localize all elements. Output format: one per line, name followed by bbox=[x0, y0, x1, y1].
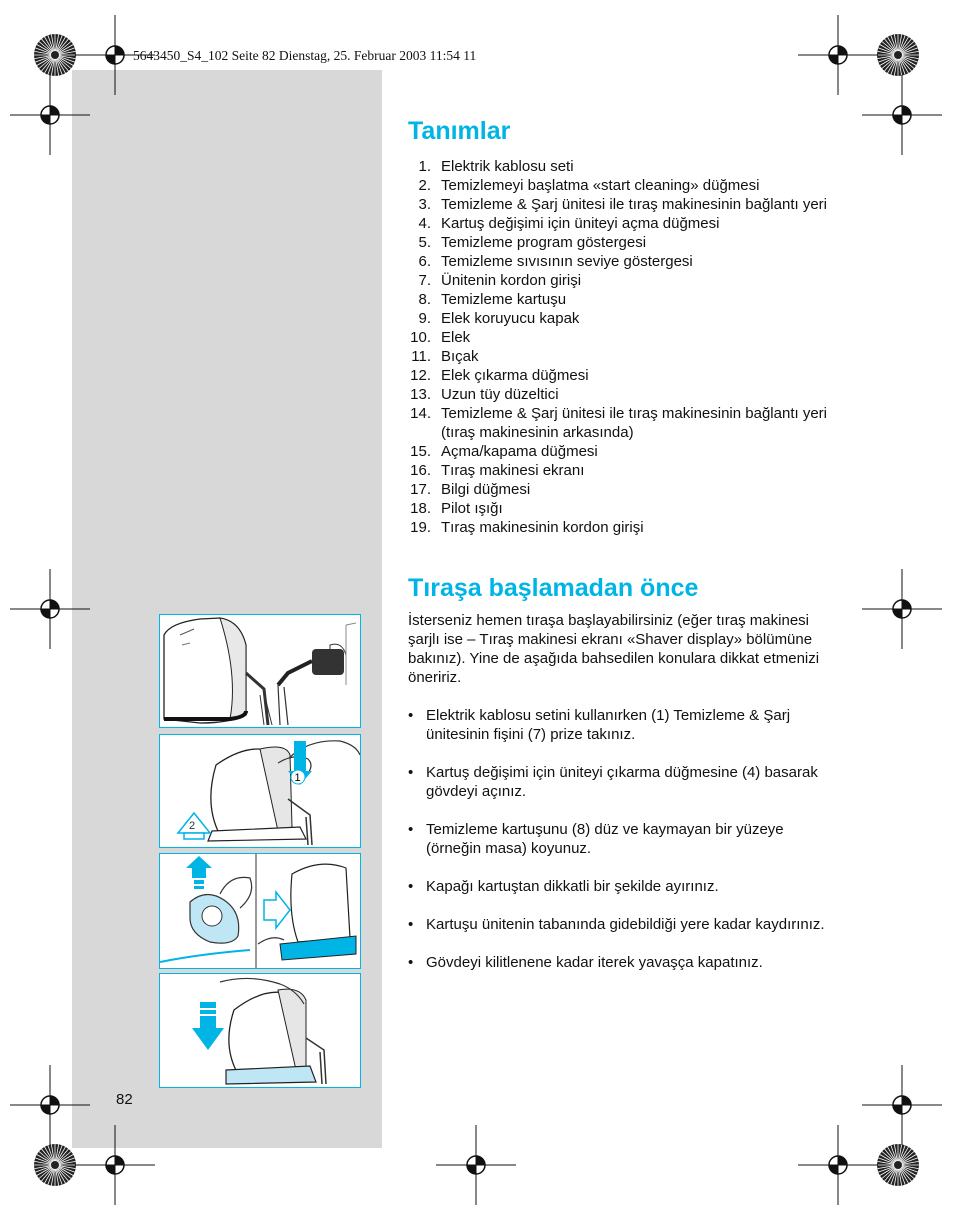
item-number: 4. bbox=[418, 215, 431, 232]
parts-list-item bbox=[408, 214, 848, 233]
instruction-item bbox=[408, 820, 838, 858]
figure-label-1: 1 bbox=[294, 772, 301, 784]
item-text: Temizleme & Şarj ünitesi ile tıraş makinesinin bağlantı yeri (tıraş makinesinin arkasında) bbox=[441, 405, 827, 441]
parts-list-item bbox=[408, 271, 848, 290]
parts-list-item bbox=[408, 442, 848, 461]
instruction-item bbox=[408, 706, 838, 744]
page-number: 82 bbox=[116, 1091, 133, 1108]
bullet-icon: • bbox=[408, 707, 414, 724]
parts-list-item bbox=[408, 499, 848, 518]
instruction-text: Kartuş değişimi için üniteyi çıkarma düğmesine (4) basarak gövdeyi açınız. bbox=[426, 764, 818, 800]
figure-cartridge bbox=[159, 853, 361, 969]
instruction-text: Kartuşu ünitenin tabanında gidebildiği yere kadar kaydırınız. bbox=[426, 916, 825, 933]
item-number: 11. bbox=[411, 348, 431, 365]
item-text: Elektrik kablosu seti bbox=[441, 158, 574, 175]
item-text: Uzun tüy düzeltici bbox=[441, 386, 559, 403]
figure-close-unit bbox=[159, 973, 361, 1088]
item-number: 6. bbox=[418, 253, 431, 270]
item-number: 18. bbox=[410, 500, 431, 517]
parts-list-item bbox=[408, 290, 848, 309]
instruction-text: Elektrik kablosu setini kullanırken (1) Temizleme & Şarj ünitesinin fişini (7) prize takınız. bbox=[426, 707, 791, 743]
instruction-item bbox=[408, 763, 838, 801]
item-text: Pilot ışığı bbox=[441, 500, 503, 517]
item-number: 3. bbox=[418, 196, 431, 213]
print-header: 5643450_S4_102 Seite 82 Dienstag, 25. Februar 2003 11:54 11 bbox=[133, 48, 477, 63]
bullet-icon: • bbox=[408, 916, 414, 933]
registration-crosshair-icon bbox=[75, 1125, 155, 1205]
item-number: 9. bbox=[418, 310, 431, 327]
item-text: Temizleme sıvısının seviye göstergesi bbox=[441, 253, 693, 270]
registration-crosshair-icon bbox=[10, 75, 90, 155]
registration-star-icon bbox=[876, 1143, 920, 1187]
parts-list-item bbox=[408, 252, 848, 271]
item-number: 1. bbox=[418, 158, 431, 175]
section-title-before-shaving: Tıraşa başlamadan önce bbox=[408, 574, 699, 602]
item-number: 14. bbox=[410, 405, 431, 422]
instruction-text: Gövdeyi kilitlenene kadar iterek yavaşça kapatınız. bbox=[426, 954, 763, 971]
item-text: Temizleme kartuşu bbox=[441, 291, 567, 308]
parts-list-item bbox=[408, 480, 848, 499]
item-number: 17. bbox=[410, 481, 431, 498]
item-text: Bıçak bbox=[441, 348, 479, 365]
item-text: Kartuş değişimi için üniteyi açma düğmesi bbox=[441, 215, 720, 232]
parts-list-item bbox=[408, 157, 848, 176]
registration-star-icon bbox=[876, 33, 920, 77]
item-text: Açma/kapama düğmesi bbox=[441, 443, 598, 460]
registration-crosshair-icon bbox=[10, 569, 90, 649]
parts-list-item bbox=[408, 385, 848, 404]
item-number: 13. bbox=[410, 386, 431, 403]
registration-star-icon bbox=[33, 33, 77, 77]
item-text: Tıraş makinesinin kordon girişi bbox=[441, 519, 644, 536]
parts-list-item bbox=[408, 366, 848, 385]
instruction-list bbox=[408, 706, 838, 991]
parts-list-item bbox=[408, 404, 848, 442]
item-number: 12. bbox=[410, 367, 431, 384]
item-number: 10. bbox=[410, 329, 431, 346]
item-text: Elek koruyucu kapak bbox=[441, 310, 580, 327]
instruction-item bbox=[408, 953, 838, 972]
registration-crosshair-icon bbox=[862, 569, 942, 649]
figure-open-unit bbox=[159, 734, 361, 848]
intro-paragraph: İsterseniz hemen tıraşa başlayabilirsiniz (eğer tıraş makinesi şarjlı ise – Tıraş makinesi ekranı «Shaver display» bölümüne bakınız). Yine de aşağıda bahsedilen konulara dikkat etmenizi öneririz. bbox=[408, 612, 820, 686]
item-number: 5. bbox=[418, 234, 431, 251]
registration-crosshair-icon bbox=[862, 75, 942, 155]
item-text: Temizleme & Şarj ünitesi ile tıraş makinesinin bağlantı yeri bbox=[441, 196, 827, 213]
parts-list-item bbox=[408, 347, 848, 366]
parts-list-item bbox=[408, 233, 848, 252]
item-text: Bilgi düğmesi bbox=[441, 481, 531, 498]
bullet-icon: • bbox=[408, 954, 414, 971]
registration-crosshair-icon bbox=[798, 1125, 878, 1205]
item-number: 7. bbox=[418, 272, 431, 289]
item-number: 19. bbox=[410, 519, 431, 536]
registration-crosshair-icon bbox=[436, 1125, 516, 1205]
item-text: Elek çıkarma düğmesi bbox=[441, 367, 589, 384]
item-text: Temizlemeyi başlatma «start cleaning» düğmesi bbox=[441, 177, 760, 194]
parts-list bbox=[408, 157, 848, 537]
instruction-item bbox=[408, 915, 838, 934]
item-text: Elek bbox=[441, 329, 471, 346]
parts-list-item bbox=[408, 328, 848, 347]
item-text: Ünitenin kordon girişi bbox=[441, 272, 582, 289]
figure-plug-cable bbox=[159, 614, 361, 728]
item-text: Temizleme program göstergesi bbox=[441, 234, 647, 251]
bullet-icon: • bbox=[408, 764, 414, 781]
parts-list-item bbox=[408, 195, 848, 214]
parts-list-item bbox=[408, 176, 848, 195]
parts-list-item bbox=[408, 461, 848, 480]
item-text: Tıraş makinesi ekranı bbox=[441, 462, 585, 479]
bullet-icon: • bbox=[408, 878, 414, 895]
section-title-tanimlar: Tanımlar bbox=[408, 117, 511, 145]
bullet-icon: • bbox=[408, 821, 414, 838]
instruction-text: Kapağı kartuştan dikkatli bir şekilde ayırınız. bbox=[426, 878, 719, 895]
parts-list-item bbox=[408, 309, 848, 328]
item-number: 8. bbox=[418, 291, 431, 308]
registration-star-icon bbox=[33, 1143, 77, 1187]
item-number: 16. bbox=[410, 462, 431, 479]
instruction-item bbox=[408, 877, 838, 896]
item-number: 15. bbox=[410, 443, 431, 460]
item-number: 2. bbox=[418, 177, 431, 194]
instruction-text: Temizleme kartuşunu (8) düz ve kaymayan bir yüzeye (örneğin masa) koyunuz. bbox=[426, 821, 784, 857]
figure-label-2: 2 bbox=[189, 820, 196, 832]
parts-list-item bbox=[408, 518, 848, 537]
